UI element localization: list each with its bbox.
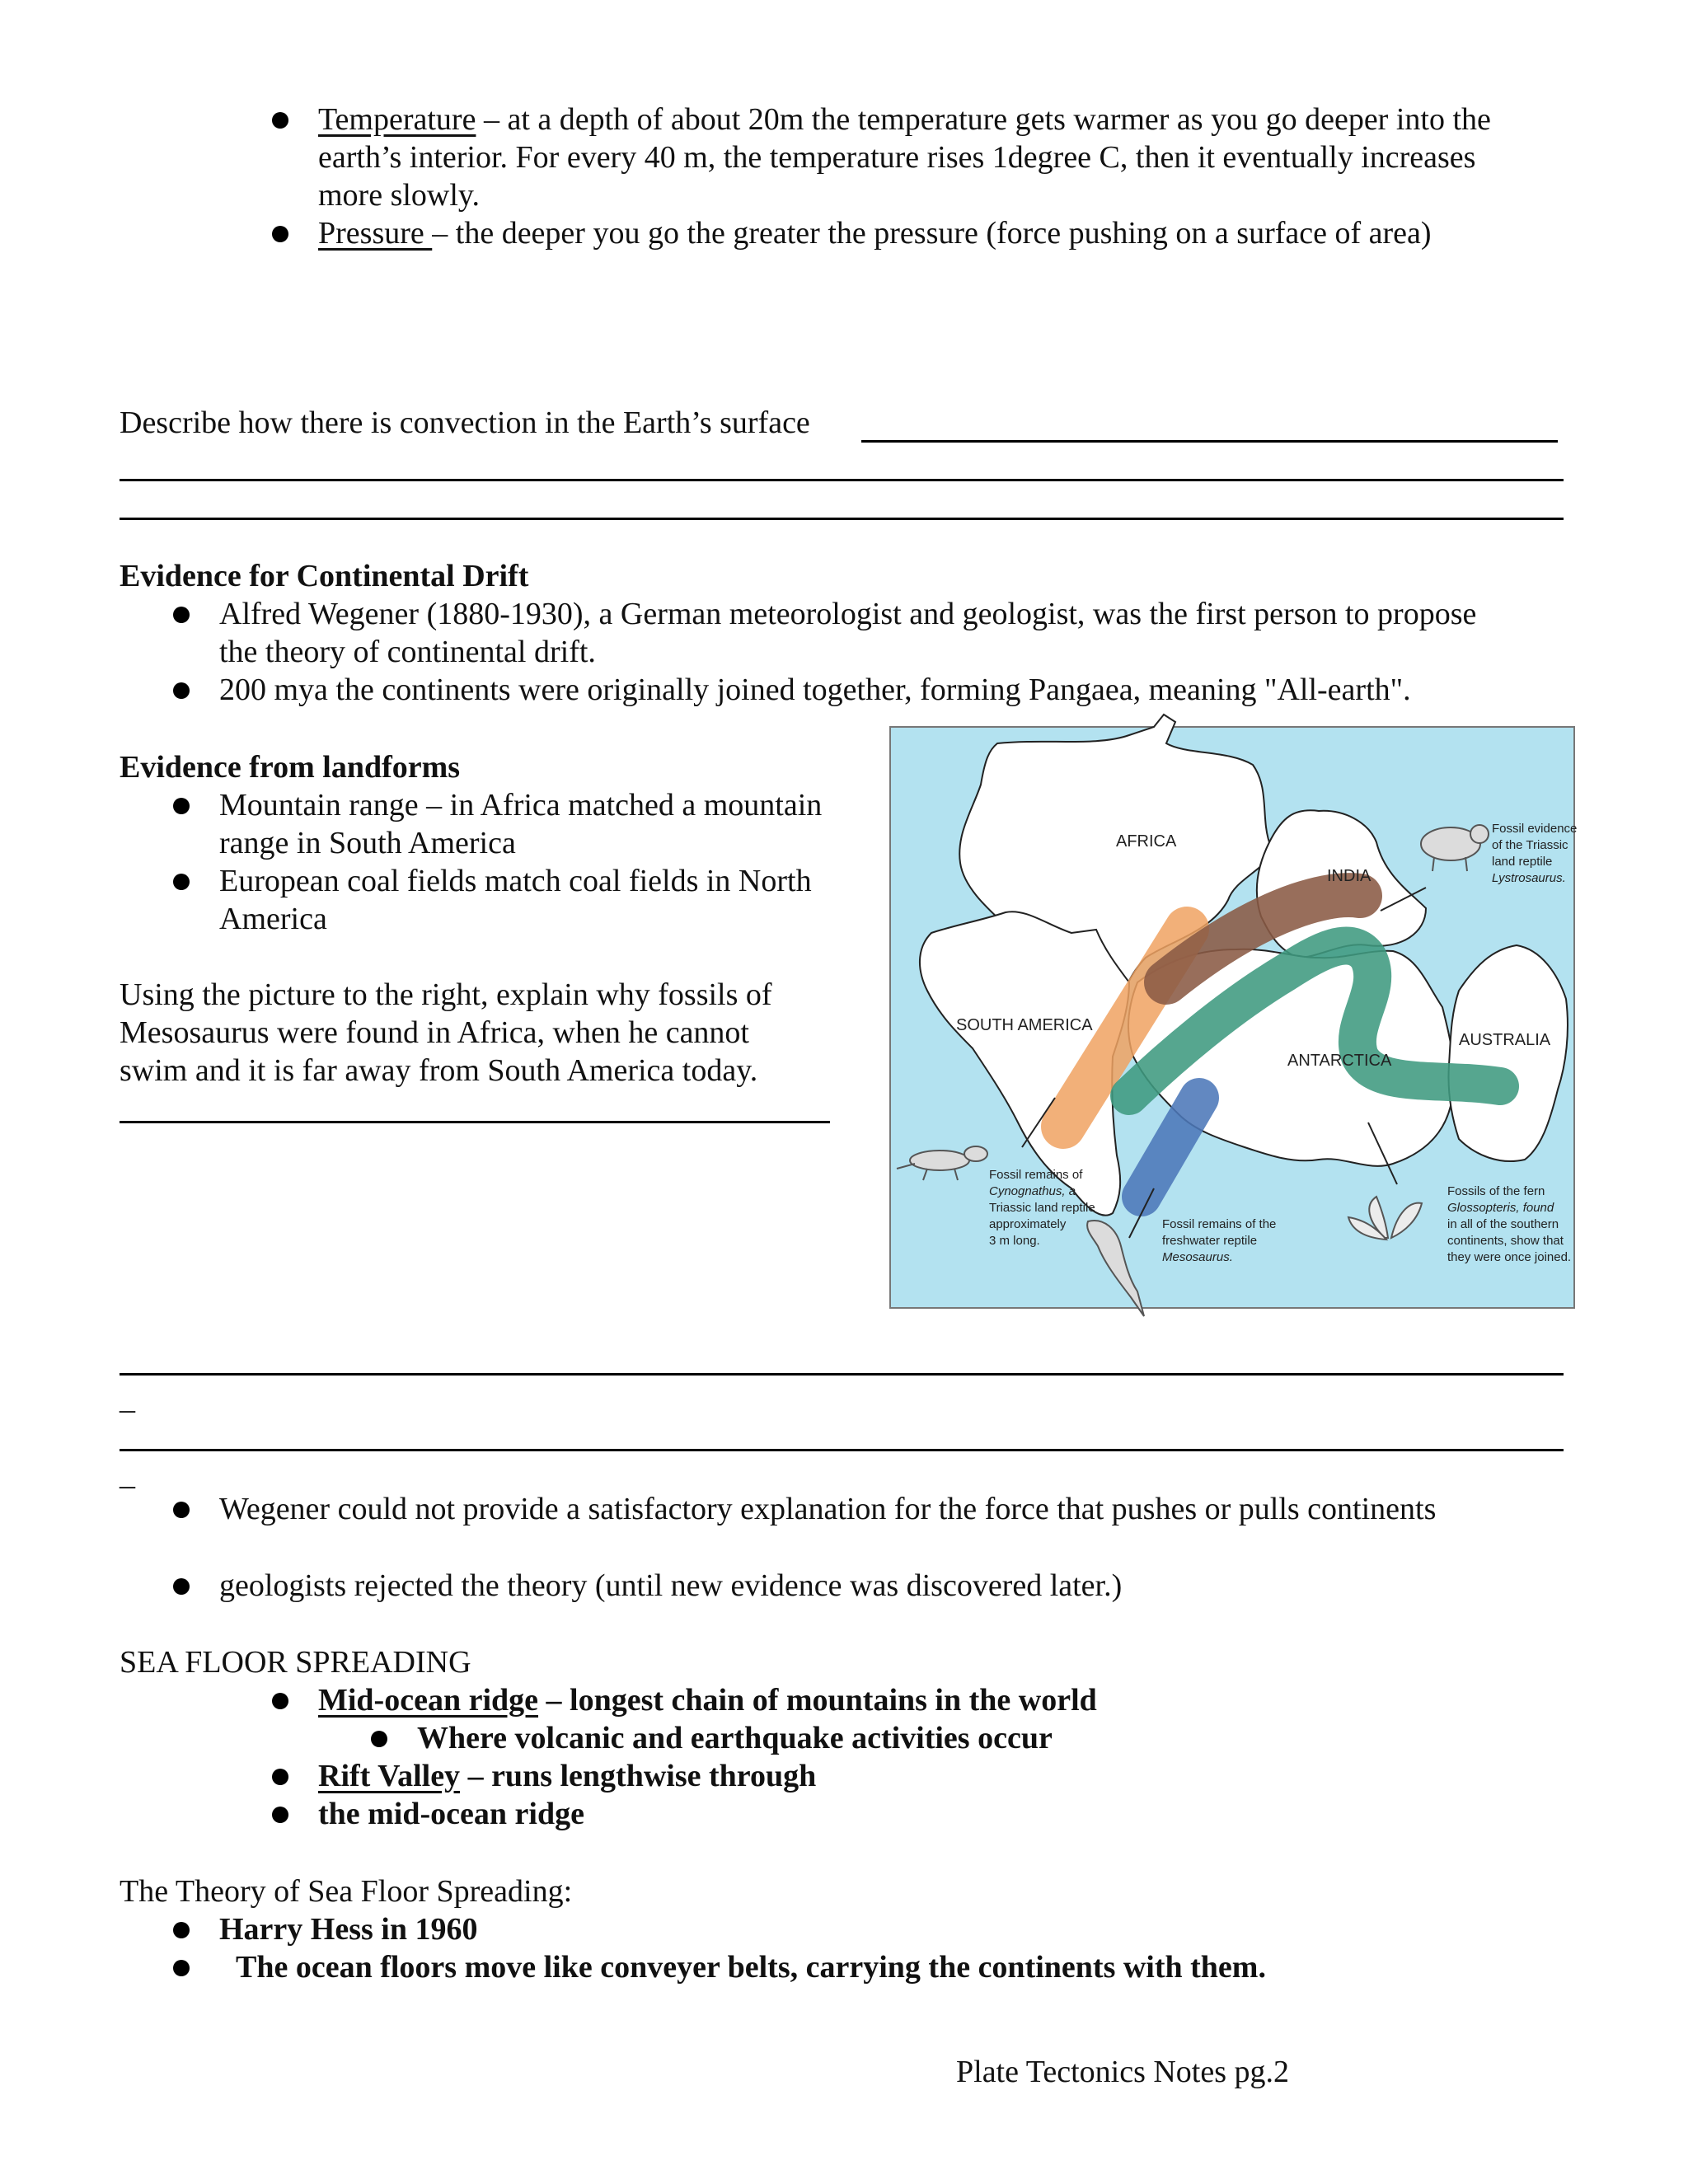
rift-valley-term: Rift Valley: [318, 1759, 461, 1793]
bullet-dot: [173, 1922, 190, 1938]
mid-ocean-ridge-bold: [318, 1683, 1097, 1718]
note-line: Mesosaurus.: [1162, 1250, 1233, 1264]
rift-valley-line: [318, 1757, 816, 1795]
landforms-heading: [120, 748, 460, 786]
question-line-2: Mesosaurus were found in Africa, when he cannot: [120, 1015, 749, 1050]
volcanic-activity-text: Where volcanic and earthquake activities occur: [417, 1721, 1053, 1755]
label-south-america: SOUTH AMERICA: [956, 1016, 1093, 1034]
bullet-dot: [272, 1807, 288, 1823]
note-line: in all of the southern: [1447, 1217, 1559, 1231]
answer-line[interactable]: [120, 1449, 1564, 1451]
wegener-bullet-2: geologists rejected the theory (until new evidence was discovered later.): [219, 1568, 1123, 1603]
note-line: continents, show that: [1447, 1234, 1564, 1248]
label-africa: AFRICA: [1116, 832, 1177, 851]
pressure-text: – the deeper you go the greater the pressure (force pushing on a surface of area): [432, 216, 1432, 251]
temperature-term: Temperature: [318, 102, 476, 137]
note-line: Glossopteris, found: [1447, 1201, 1554, 1215]
note-line: freshwater reptile: [1162, 1234, 1258, 1248]
mid-ocean-ridge-continuation-text: the mid-ocean ridge: [318, 1797, 584, 1831]
bullet-dot: [272, 1769, 288, 1785]
drift-heading: [120, 557, 528, 595]
note-line: Lystrosaurus.: [1492, 871, 1566, 885]
theory-bullet-2-text: The ocean floors move like conveyer belts, carrying the continents with them.: [236, 1950, 1266, 1985]
bullet-dot: [173, 1960, 190, 1976]
note-line: 3 m long.: [989, 1234, 1040, 1248]
bullet-dot: [173, 607, 190, 623]
note-line: they were once joined.: [1447, 1250, 1572, 1264]
note-line: Cynognathus, a: [989, 1184, 1076, 1198]
drift-heading-text: Evidence for Continental Drift: [120, 559, 529, 593]
answer-line[interactable]: [120, 1121, 830, 1123]
label-india: INDIA: [1327, 867, 1372, 885]
label-antarctica: ANTARCTICA: [1287, 1052, 1392, 1070]
temperature-text-1: – at a depth of about 20m the temperature gets warmer as you go deeper into the: [476, 102, 1491, 137]
landforms-bullet-2-line-1: European coal fields match coal fields in North: [219, 864, 812, 898]
theory-bullet-1-text: Harry Hess in 1960: [219, 1912, 478, 1947]
answer-line[interactable]: [120, 479, 1564, 481]
bullet-dot: [272, 1693, 288, 1709]
mid-ocean-ridge-continuation: [318, 1795, 584, 1833]
dash-mark: _: [120, 1457, 135, 1492]
drift-bullet-1-line-1: Alfred Wegener (1880-1930), a German meteorologist and geologist, was the first person to propose: [219, 597, 1477, 631]
landforms-bullet-1-line-2: range in South America: [219, 826, 516, 860]
bullet-dot: [173, 874, 190, 890]
bullet-dot: [272, 112, 288, 129]
bullet-dot: [371, 1731, 387, 1747]
pressure-line: [318, 214, 1432, 252]
page-footer: Plate Tectonics Notes pg.2: [956, 2055, 1290, 2089]
pressure-term: Pressure: [318, 216, 433, 251]
temperature-line-3: more slowly.: [318, 178, 480, 213]
wegener-bullet-1: Wegener could not provide a satisfactory explanation for the force that pushes or pulls continents: [219, 1492, 1437, 1526]
bullet-dot: [272, 226, 288, 242]
volcanic-activity-line: [417, 1719, 1053, 1757]
landforms-bullet-2-line-2: America: [219, 902, 327, 936]
mid-ocean-ridge-term: Mid-ocean ridge: [318, 1683, 539, 1718]
bullet-dot: [173, 1502, 190, 1518]
landforms-bullet-1-line-1: Mountain range – in Africa matched a mountain: [219, 788, 823, 823]
answer-line[interactable]: [861, 440, 1558, 443]
temperature-line-1: [318, 101, 1491, 138]
convection-prompt: Describe how there is convection in the Earth’s surface: [120, 405, 810, 440]
rift-valley-bold: [318, 1759, 816, 1793]
bullet-dot: [173, 1578, 190, 1595]
answer-line[interactable]: [120, 518, 1564, 520]
question-line-1: Using the picture to the right, explain why fossils of: [120, 977, 772, 1012]
note-line: Fossil remains of the: [1162, 1217, 1277, 1231]
mid-ocean-ridge-text: – longest chain of mountains in the world: [538, 1683, 1097, 1718]
note-line: Triassic land reptile: [989, 1201, 1095, 1215]
note-line: of the Triassic: [1492, 838, 1568, 852]
theory-bullet-2: [236, 1948, 1266, 1986]
drift-bullet-1-line-2: the theory of continental drift.: [219, 635, 596, 669]
note-line: Fossil evidence: [1492, 822, 1578, 836]
dash-mark: _: [120, 1381, 135, 1416]
temperature-line-2: earth’s interior. For every 40 m, the temperature rises 1degree C, then it eventually increases: [318, 140, 1476, 175]
note-line: Fossils of the fern: [1447, 1184, 1545, 1198]
pangaea-map: [882, 710, 1582, 1329]
answer-line[interactable]: [120, 1373, 1564, 1376]
landforms-heading-text: Evidence from landforms: [120, 750, 461, 785]
theory-bullet-1: [219, 1910, 477, 1948]
bullet-dot: [173, 682, 190, 699]
rift-valley-text: – runs lengthwise through: [460, 1759, 817, 1793]
note-line: land reptile: [1492, 855, 1553, 869]
bullet-dot: [173, 798, 190, 814]
theory-heading: The Theory of Sea Floor Spreading:: [120, 1874, 573, 1909]
label-australia: AUSTRALIA: [1459, 1031, 1551, 1049]
mid-ocean-ridge-line: [318, 1681, 1097, 1719]
question-line-3: swim and it is far away from South America today.: [120, 1053, 758, 1088]
sea-floor-heading: SEA FLOOR SPREADING: [120, 1645, 471, 1680]
note-line: Fossil remains of: [989, 1168, 1083, 1182]
drift-bullet-2: 200 mya the continents were originally joined together, forming Pangaea, meaning "All-earth".: [219, 673, 1411, 707]
note-line: approximately: [989, 1217, 1067, 1231]
